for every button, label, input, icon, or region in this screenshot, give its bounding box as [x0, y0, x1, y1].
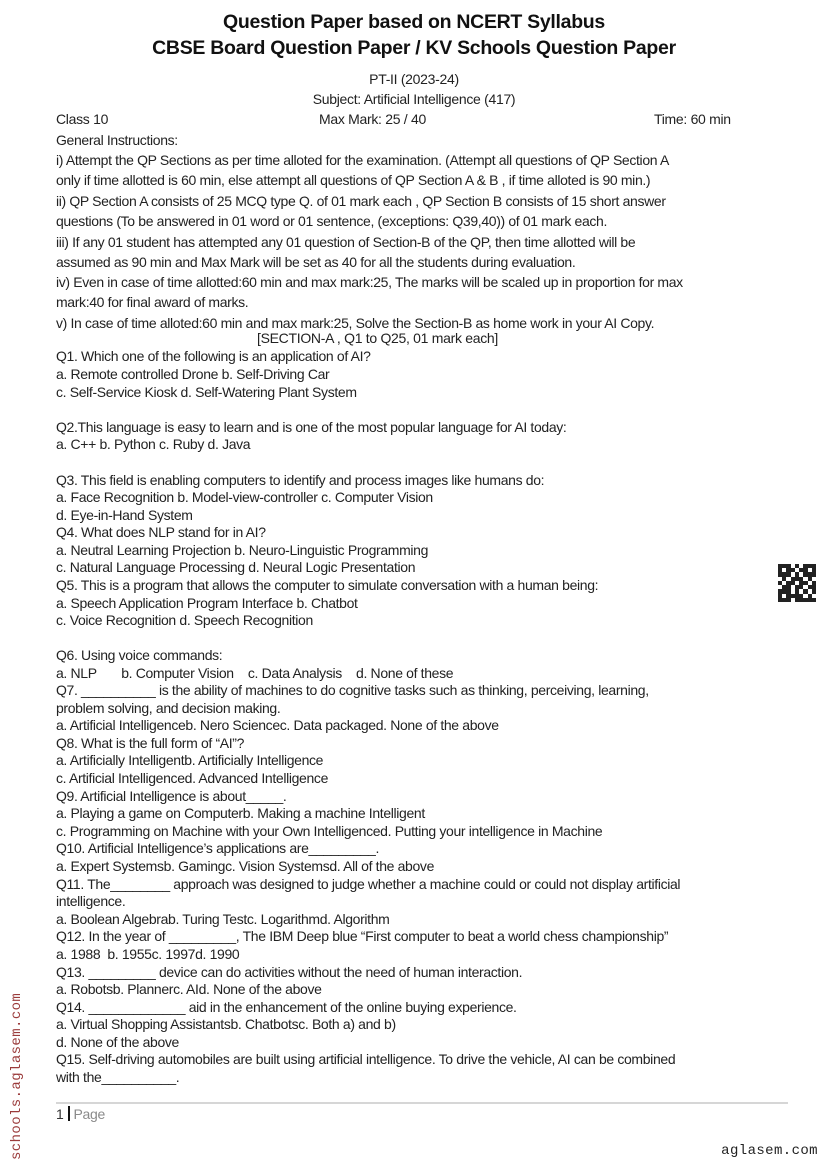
question-options: a. Robotsb. Plannerc. AId. None of the above [56, 981, 322, 997]
question-text: Q8. What is the full form of “AI”? [56, 735, 245, 751]
question-text: Q5. This is a program that allows the computer to simulate conversation with a human being: [56, 577, 599, 593]
time-label: Time: 60 min [654, 111, 731, 127]
footer-divider [56, 1102, 788, 1104]
page-label: Page [73, 1106, 105, 1122]
instruction-line: assumed as 90 min and Max Mark will be set as 40 for all the students during evaluation. [56, 254, 576, 270]
question-text: problem solving, and decision making. [56, 700, 281, 716]
question-text: Q12. In the year of _________, The IBM Deep blue “First computer to beat a world chess championship” [56, 928, 669, 944]
instruction-line: questions (To be answered in 01 word or 01 sentence, (exceptions: Q39,40)) of 01 mark each. [56, 213, 608, 229]
instruction-line: iii) If any 01 student has attempted any 01 question of Section-B of the QP, then time allotted will be [56, 234, 636, 250]
question-text: Q6. Using voice commands: [56, 647, 223, 663]
question-text: Q4. What does NLP stand for in AI? [56, 524, 266, 540]
question-options: c. Artificial Intelligenced. Advanced Intelligence [56, 770, 329, 786]
question-options: a. Face Recognition b. Model-view-controller c. Computer Vision [56, 489, 433, 505]
question-options: c. Programming on Machine with your Own Intelligenced. Putting your intelligence in Machine [56, 823, 603, 839]
question-text: Q11. The________ approach was designed to judge whether a machine could or could not display artificial [56, 876, 681, 892]
question-options: a. NLP b. Computer Vision c. Data Analysis d. None of these [56, 665, 454, 681]
instruction-line: only if time allotted is 60 min, else attempt all questions of QP Section A & B , if time alloted is 90 min.) [56, 172, 651, 188]
question-options: c. Self-Service Kiosk d. Self-Watering Plant System [56, 384, 357, 400]
question-options: a. Virtual Shopping Assistantsb. Chatbotsc. Both a) and b) [56, 1016, 396, 1032]
question-options: a. Boolean Algebrab. Turing Testc. Logarithmd. Algorithm [56, 911, 390, 927]
question-text: Q10. Artificial Intelligence’s applications are_________. [56, 840, 380, 856]
page-number-value: 1 [56, 1106, 64, 1122]
question-options: a. C++ b. Python c. Ruby d. Java [56, 436, 251, 452]
question-text: Q2.This language is easy to learn and is one of the most popular language for AI today: [56, 419, 567, 435]
instruction-line: ii) QP Section A consists of 25 MCQ type Q. of 01 mark each , QP Section B consists of 15 short answer [56, 193, 666, 209]
instruction-line: mark:40 for final award of marks. [56, 294, 249, 310]
side-watermark: schools.aglasem.com [9, 992, 25, 1160]
question-options: d. Eye-in-Hand System [56, 507, 193, 523]
page-number [56, 1106, 105, 1122]
instructions-heading: General Instructions: [56, 132, 178, 148]
question-options: a. Neutral Learning Projection b. Neuro-Linguistic Programming [56, 542, 429, 558]
instruction-line: iv) Even in case of time allotted:60 min and max mark:25, The marks will be scaled up in proportion for max [56, 274, 683, 290]
title-line-2: CBSE Board Question Paper / KV Schools Question Paper [152, 37, 676, 59]
question-options: a. Remote controlled Drone b. Self-Driving Car [56, 366, 330, 382]
question-text: Q14. _____________ aid in the enhancement of the online buying experience. [56, 999, 517, 1015]
question-text: Q7. __________ is the ability of machines to do cognitive tasks such as thinking, perceiving, learning, [56, 682, 649, 698]
subject: Subject: Artificial Intelligence (417) [312, 91, 516, 107]
question-text: Q1. Which one of the following is an application of AI? [56, 348, 371, 364]
section-heading: [SECTION-A , Q1 to Q25, 01 mark each] [257, 330, 498, 346]
question-options: d. None of the above [56, 1034, 179, 1050]
page-separator [68, 1106, 70, 1121]
question-options: c. Natural Language Processing d. Neural Logic Presentation [56, 559, 416, 575]
question-options: a. 1988 b. 1955c. 1997d. 1990 [56, 946, 240, 962]
bottom-watermark: aglasem.com [721, 1143, 818, 1159]
qr-code-icon[interactable] [778, 564, 816, 602]
question-options: a. Artificial Intelligenceb. Nero Sciencec. Data packaged. None of the above [56, 717, 499, 733]
question-text: Q15. Self-driving automobiles are built using artificial intelligence. To drive the vehicle, AI can be combined [56, 1051, 676, 1067]
question-options: a. Expert Systemsb. Gamingc. Vision Systemsd. All of the above [56, 858, 435, 874]
exam-name: PT-II (2023-24) [369, 71, 459, 87]
instruction-line: v) In case of time alloted:60 min and max mark:25, Solve the Section-B as home work in your AI Copy. [56, 315, 655, 331]
question-options: c. Voice Recognition d. Speech Recognition [56, 612, 313, 628]
question-text: with the__________. [56, 1069, 180, 1085]
class-label: Class 10 [56, 111, 109, 127]
question-text: Q9. Artificial Intelligence is about_____. [56, 788, 287, 804]
instruction-line: i) Attempt the QP Sections as per time alloted for the examination. (Attempt all questions of QP Section A [56, 152, 669, 168]
question-options: a. Playing a game on Computerb. Making a machine Intelligent [56, 805, 425, 821]
question-text: Q3. This field is enabling computers to identify and process images like humans do: [56, 472, 545, 488]
question-text: intelligence. [56, 893, 126, 909]
title-line-1: Question Paper based on NCERT Syllabus [223, 11, 605, 33]
question-options: a. Artificially Intelligentb. Artificially Intelligence [56, 752, 324, 768]
max-mark: Max Mark: 25 / 40 [319, 111, 426, 127]
question-options: a. Speech Application Program Interface b. Chatbot [56, 595, 358, 611]
question-text: Q13. _________ device can do activities without the need of human interaction. [56, 964, 523, 980]
